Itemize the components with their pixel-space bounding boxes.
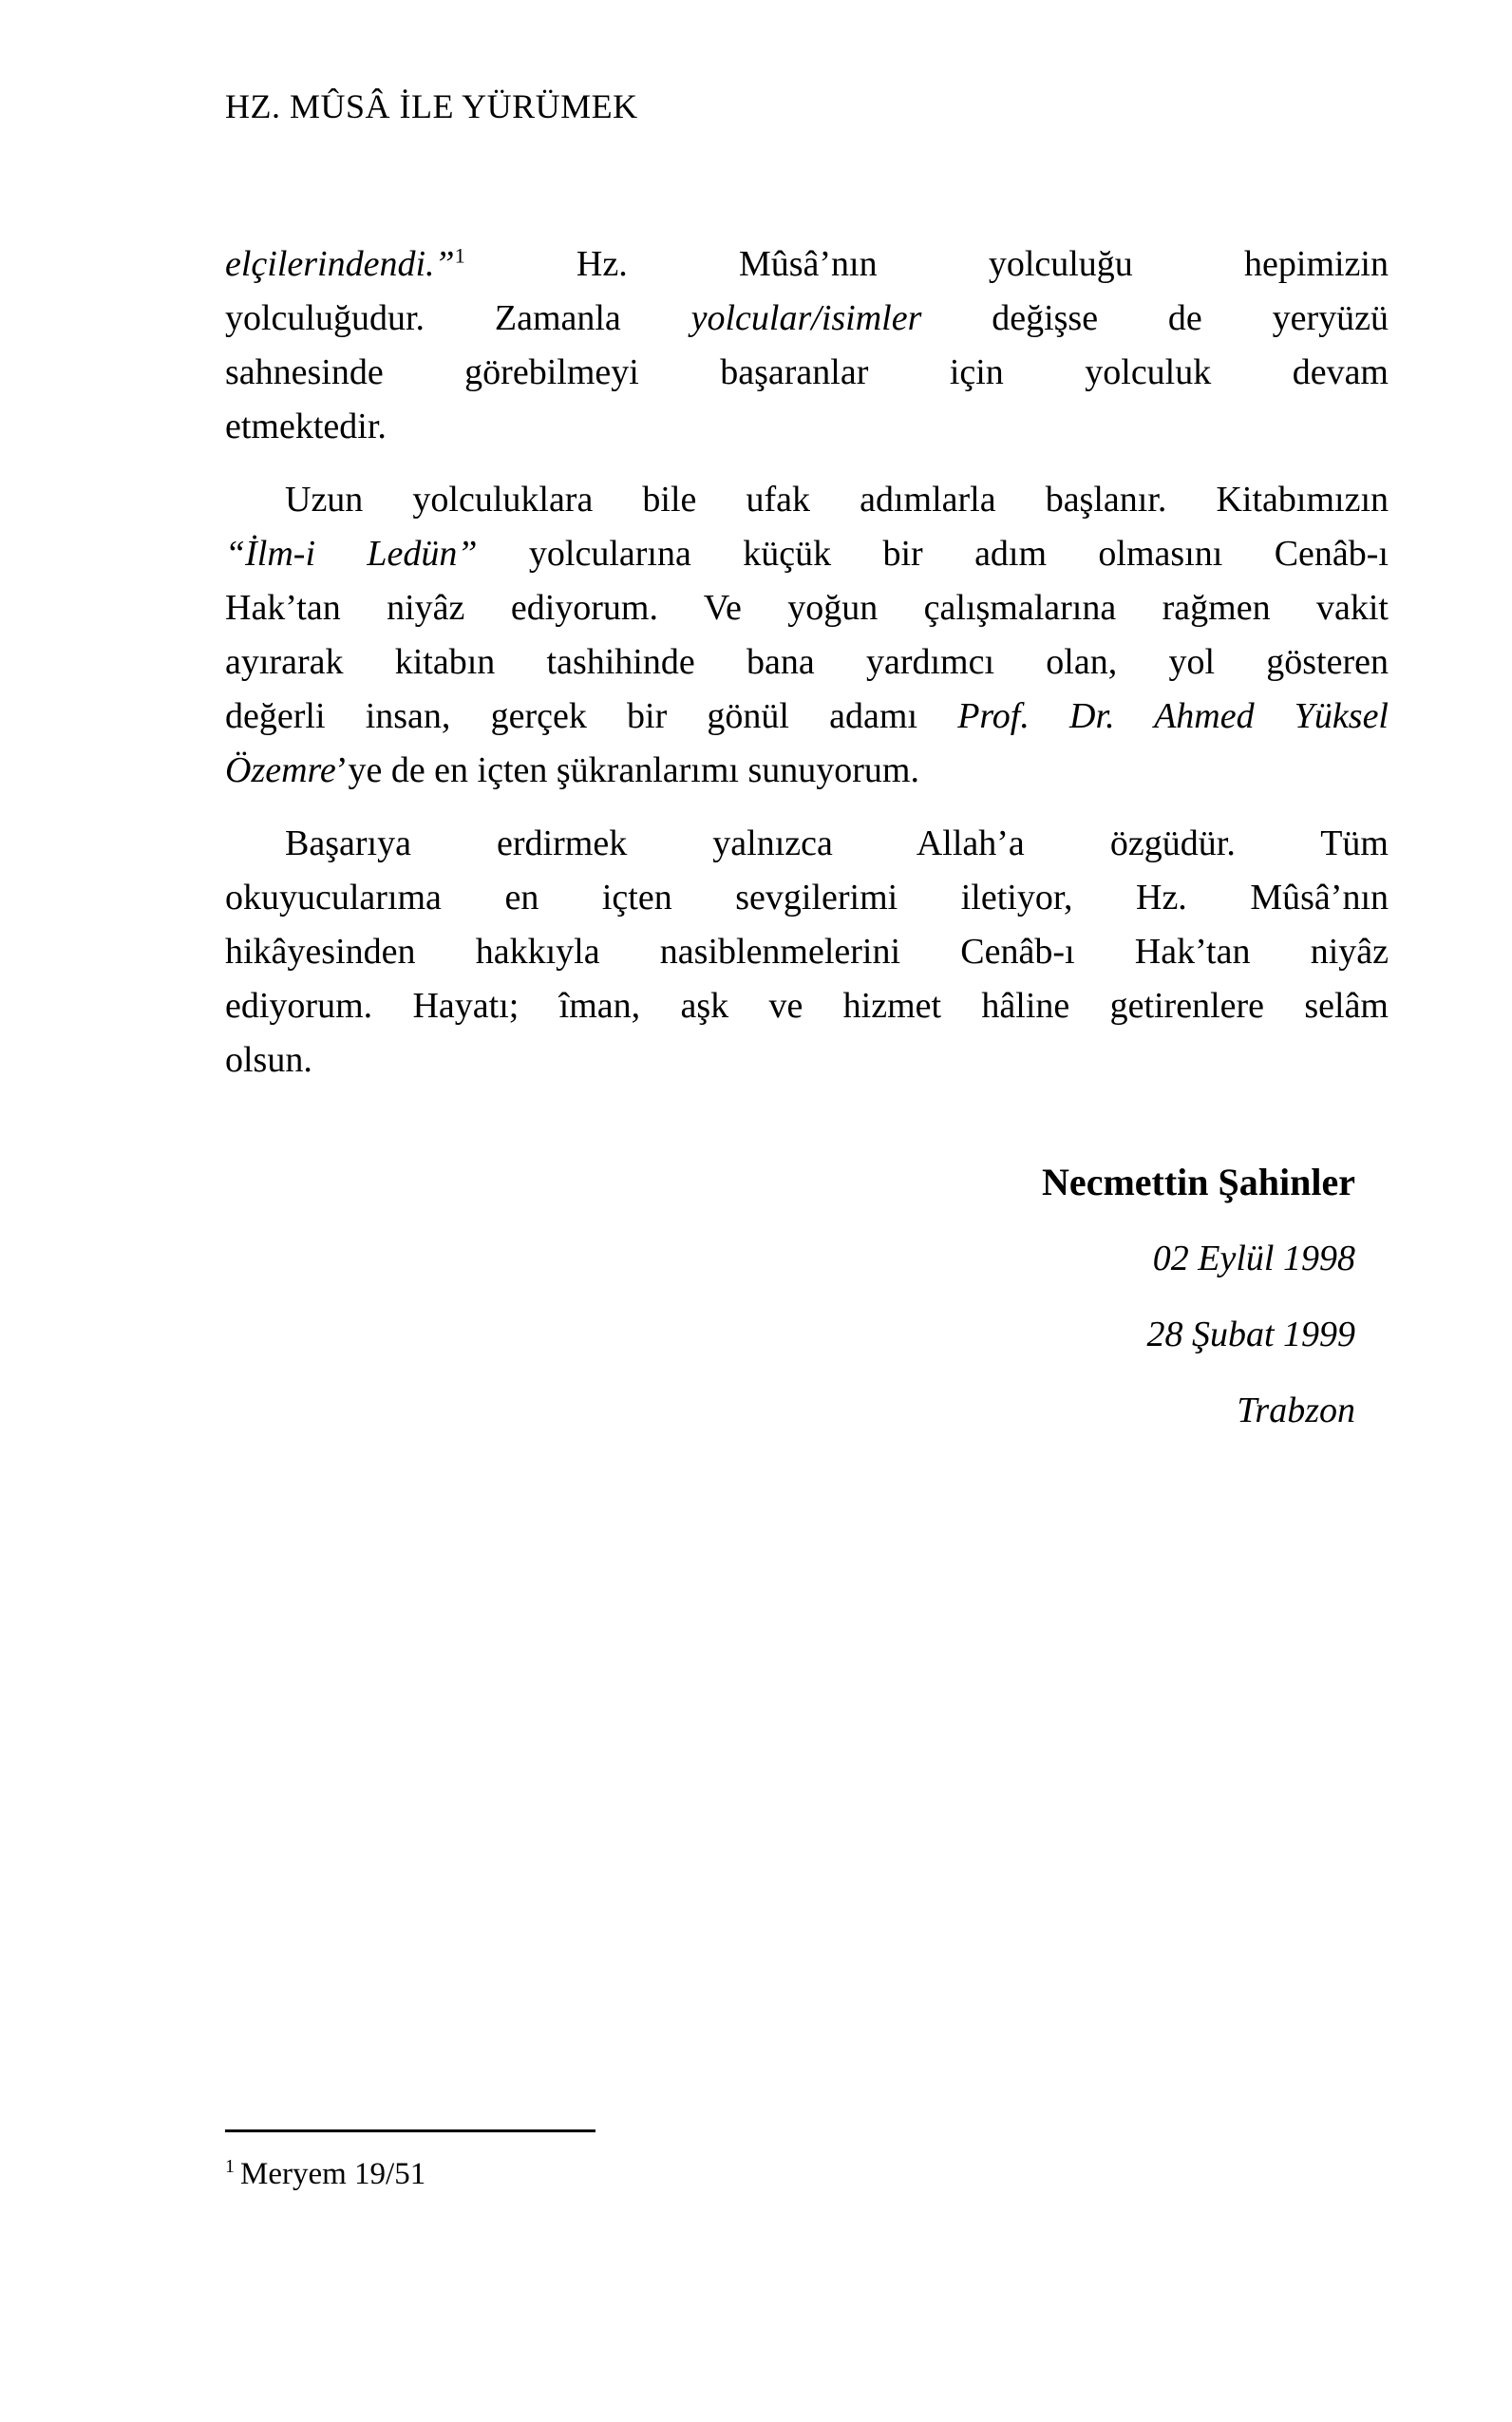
text-run: yolcular/isimler [690, 298, 922, 338]
text-line [225, 237, 1389, 292]
text-run: ayırarak kitabın tashihinde bana yardımcı olan, yol gösteren [225, 642, 1389, 682]
text-run: Hak’tan niyâz ediyorum. Ve yoğun çalışmalarına rağmen vakit [225, 588, 1389, 628]
text-run: okuyucularıma en içten sevgilerimi iletiyor, Hz. Mûsâ’nın [225, 878, 1389, 918]
text-run: elçilerindendi.” [225, 244, 455, 284]
text-run: olsun. [225, 1040, 312, 1080]
text-line [225, 346, 1389, 400]
text-run: etmektedir. [225, 407, 387, 446]
text-run: Özemre [225, 750, 336, 790]
text-run: Başarıya erdirmek yalnızca Allah’a özgüdür. Tüm [285, 823, 1389, 863]
text-line [225, 292, 1389, 346]
text-run: ’ye de en içten şükranlarımı sunuyorum. [335, 750, 919, 790]
text-run: Hz. Mûsâ’nın yolculuğu hepimizin [464, 244, 1389, 284]
footnote-marker: 1 [225, 2156, 235, 2177]
signature-block [225, 1145, 1389, 1448]
text-run: yolculuğudur. Zamanla [225, 298, 691, 338]
text-run: değişse de yeryüzü [921, 298, 1389, 338]
text-run: yolcularına küçük bir adım olmasını Cenâb-ı [477, 534, 1389, 574]
text-line [225, 527, 1389, 581]
text-line [225, 744, 1389, 798]
running-header-title: HZ. MÛSÂ İLE YÜRÜMEK [225, 87, 638, 125]
text-line [225, 635, 1389, 690]
text-run: “İlm-i Ledün” [225, 534, 478, 574]
paragraph [225, 473, 1389, 798]
footnote-reference: 1 [454, 243, 465, 268]
text-line [225, 473, 1389, 527]
body-text [225, 237, 1389, 1088]
text-line [225, 925, 1389, 979]
signature-date-line: Trabzon [1237, 1391, 1355, 1430]
text-run: değerli insan, gerçek bir gönül adamı [225, 696, 958, 736]
paragraph [225, 237, 1389, 454]
text-run: hikâyesinden hakkıyla nasiblenmelerini Cenâb-ı Hak’tan niyâz [225, 932, 1389, 972]
signature-date-line: 28 Şubat 1999 [1146, 1315, 1355, 1354]
text-run: sahnesinde görebilmeyi başaranlar için yolculuk devam [225, 352, 1389, 392]
text-line [225, 400, 1389, 454]
signature-name: Necmettin Şahinler [1042, 1161, 1355, 1203]
signature-dates [225, 1220, 1355, 1448]
text-run: Prof. Dr. Ahmed Yüksel [957, 696, 1389, 736]
text-line [225, 1033, 1389, 1088]
footnote-text [225, 2155, 1389, 2193]
signature-date-line: 02 Eylül 1998 [1152, 1239, 1355, 1278]
text-line [225, 817, 1389, 871]
footnote-text-label: Meryem 19/51 [240, 2157, 426, 2191]
text-line [225, 979, 1389, 1033]
text-line [225, 690, 1389, 744]
text-run: Uzun yolculuklara bile ufak adımlarla başlanır. Kitabımızın [285, 480, 1389, 520]
paragraph [225, 817, 1389, 1088]
text-line [225, 581, 1389, 635]
footnote [225, 2129, 1389, 2193]
footnote-separator [225, 2129, 595, 2132]
page-content [225, 237, 1389, 1448]
text-run: ediyorum. Hayatı; îman, aşk ve hizmet hâline getirenlere selâm [225, 986, 1389, 1026]
text-line [225, 871, 1389, 925]
